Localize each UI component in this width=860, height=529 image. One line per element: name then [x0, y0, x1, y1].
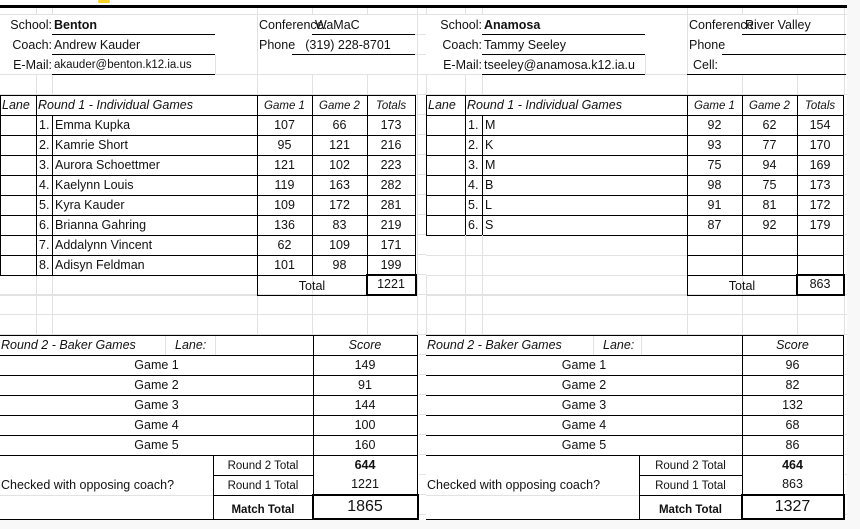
game1-score[interactable]: 92	[707, 118, 722, 132]
bowler-total: 169	[809, 158, 831, 172]
table-border	[0, 115, 415, 116]
table-border	[257, 95, 258, 295]
coach-field[interactable]: Andrew Kauder	[54, 38, 141, 52]
game1-score[interactable]: 119	[274, 178, 295, 192]
table-border	[0, 355, 417, 356]
scrollbar-track[interactable]	[847, 0, 860, 529]
game2-score[interactable]: 109	[329, 238, 350, 252]
table-border	[426, 215, 843, 216]
round1-total-carry: 863	[782, 477, 803, 491]
match-total-value: 1327	[774, 498, 811, 515]
game1-score[interactable]: 87	[707, 218, 722, 232]
game2-score[interactable]: 92	[762, 218, 777, 232]
round1-total-label: Round 1 Total	[655, 480, 726, 492]
round2-total-label: Round 2 Total	[655, 460, 726, 472]
coach-label: Coach:	[442, 38, 482, 52]
bowler-total: 173	[380, 118, 402, 132]
conference-field[interactable]: River Valley	[745, 18, 811, 32]
bowler-name[interactable]: Aurora Schoettmer	[55, 158, 160, 172]
gridline-row	[0, 314, 847, 315]
baker-game-score[interactable]: 86	[785, 438, 800, 452]
top-border-line	[0, 5, 847, 8]
table-border	[0, 175, 415, 176]
game2-score[interactable]: 83	[332, 218, 347, 232]
table-border	[0, 195, 415, 196]
game2-score[interactable]: 102	[329, 158, 350, 172]
baker-game-label: Game 2	[561, 378, 607, 392]
lane-input[interactable]	[215, 335, 313, 355]
sheet-bottom-area	[0, 520, 860, 529]
game1-score[interactable]: 75	[707, 158, 722, 172]
lane-header: Lane	[428, 98, 456, 112]
bowler-total: 199	[380, 258, 402, 272]
bowler-name[interactable]: Kamrie Short	[55, 138, 128, 152]
baker-game-label: Game 4	[134, 418, 179, 432]
bowler-total: 219	[380, 218, 402, 232]
table-border	[426, 355, 843, 356]
baker-game-label: Game 5	[134, 438, 179, 452]
game2-score[interactable]: 75	[762, 178, 777, 192]
gridline-col	[687, 15, 688, 75]
email-field[interactable]: akauder@benton.k12.ia.us	[54, 59, 192, 71]
bowler-number: 5.	[468, 198, 479, 212]
match-total-label: Match Total	[231, 504, 295, 516]
game2-score[interactable]: 77	[762, 138, 777, 152]
bowler-total: 173	[809, 178, 831, 192]
table-border	[415, 95, 416, 295]
game1-score[interactable]: 98	[707, 178, 722, 192]
field-underline	[52, 54, 215, 55]
conference-field[interactable]: WaMaC	[315, 18, 360, 32]
bowler-total: 216	[380, 138, 402, 152]
coach-field[interactable]: Tammy Seeley	[484, 38, 566, 52]
conference-label: Conference:	[689, 18, 758, 32]
field-underline	[292, 54, 415, 55]
bowler-name[interactable]: Adisyn Feldman	[55, 258, 145, 272]
bowler-number: 1.	[468, 118, 479, 132]
table-border	[0, 375, 417, 376]
gridline-col	[465, 235, 466, 275]
checked-with-coach-label: Checked with opposing coach?	[427, 478, 601, 492]
baker-game-score[interactable]: 96	[785, 358, 800, 372]
baker-game-score[interactable]: 144	[354, 398, 376, 412]
baker-game-label: Game 5	[561, 438, 607, 452]
school-label: School:	[10, 18, 52, 32]
cell-highlight-mark	[98, 0, 110, 3]
game1-score[interactable]: 136	[274, 218, 295, 232]
field-underline	[722, 54, 846, 55]
game2-score[interactable]: 62	[762, 118, 777, 132]
bowler-name[interactable]: K	[485, 138, 494, 152]
gridline-col	[215, 55, 216, 75]
game2-score[interactable]: 66	[332, 118, 347, 132]
round2-total-value: 464	[782, 458, 803, 472]
baker-game-score[interactable]: 149	[354, 358, 376, 372]
gridline-row	[426, 275, 687, 276]
table-border	[0, 415, 417, 416]
bowler-number: 7.	[39, 238, 50, 252]
baker-game-label: Game 3	[134, 398, 179, 412]
baker-game-score[interactable]: 91	[358, 378, 372, 392]
bowler-name[interactable]: Brianna Gahring	[55, 218, 147, 232]
gridline-row	[0, 295, 257, 296]
bowler-name[interactable]: Emma Kupka	[55, 118, 131, 132]
bowler-name[interactable]: Addalynn Vincent	[55, 238, 153, 252]
table-border	[426, 135, 843, 136]
bowler-number: 6.	[468, 218, 479, 232]
bowler-total: 179	[809, 218, 831, 232]
game2-score[interactable]: 163	[329, 178, 350, 192]
table-border	[426, 395, 843, 396]
table-border	[0, 95, 1, 275]
bowler-name[interactable]: S	[485, 218, 494, 232]
table-border	[52, 115, 53, 275]
table-border	[367, 95, 368, 275]
bowler-name[interactable]	[485, 235, 687, 255]
game1-score[interactable]: 101	[274, 258, 295, 272]
totals-header: Totals	[804, 100, 836, 112]
conference-label: Conference:	[259, 18, 328, 32]
table-border	[426, 435, 843, 436]
table-border	[843, 95, 844, 295]
field-underline	[482, 54, 645, 55]
baker-game-score[interactable]: 68	[785, 418, 800, 432]
bowler-name[interactable]: Kyra Kauder	[55, 198, 125, 212]
table-border	[797, 95, 798, 275]
bowler-number: 1.	[39, 118, 50, 132]
round2-total-label: Round 2 Total	[227, 460, 299, 472]
bowler-name[interactable]: B	[485, 178, 494, 192]
totals-header: Totals	[375, 100, 407, 112]
email-label: E-Mail:	[13, 58, 52, 72]
match-total-label: Match Total	[658, 504, 723, 516]
bowler-number: 5.	[39, 198, 50, 212]
table-border	[0, 235, 415, 236]
table-border	[0, 215, 415, 216]
school-field[interactable]: Anamosa	[484, 18, 541, 32]
bowler-total: 171	[380, 238, 402, 252]
bowler-total	[797, 235, 843, 255]
table-border	[0, 435, 417, 436]
game2-score[interactable]: 94	[762, 158, 777, 172]
game1-score[interactable]	[687, 235, 742, 255]
email-field[interactable]: tseeley@anamosa.k12.ia.u	[484, 58, 635, 72]
game1-score[interactable]: 95	[277, 138, 292, 152]
field-underline	[52, 34, 215, 35]
bowler-total: 170	[809, 138, 831, 152]
round1-total-carry: 1221	[351, 477, 379, 491]
cell-label	[263, 55, 303, 75]
game2-score[interactable]: 81	[762, 198, 777, 212]
game1-score[interactable]: 121	[274, 158, 295, 172]
table-border	[426, 335, 843, 336]
game1-header: Game 1	[264, 100, 305, 112]
game2-score[interactable]: 98	[332, 258, 347, 272]
round2-title: Round 2 - Baker Games	[427, 338, 562, 352]
table-border	[687, 255, 843, 256]
game1-score[interactable]: 107	[274, 118, 295, 132]
school-label: School:	[440, 18, 482, 32]
bowler-number: 2.	[39, 138, 50, 152]
gridline-col	[641, 335, 642, 355]
gridline-col	[593, 335, 594, 355]
game1-score[interactable]: 93	[707, 138, 722, 152]
round1-total-value: 863	[809, 277, 831, 291]
table-border	[843, 335, 844, 520]
table-border	[0, 255, 415, 256]
round1-total-value: 1221	[377, 277, 405, 291]
bowler-number: 4.	[468, 178, 479, 192]
cell-label: Cell:	[693, 58, 719, 72]
lane-input[interactable]	[641, 335, 742, 355]
game1-score[interactable]: 62	[277, 238, 292, 252]
gridline-col	[257, 15, 258, 75]
table-border	[482, 115, 483, 235]
baker-game-score[interactable]: 132	[782, 398, 803, 412]
table-border	[0, 135, 415, 136]
field-underline	[312, 34, 415, 35]
table-border	[426, 375, 843, 376]
baker-game-score[interactable]: 82	[785, 378, 800, 392]
table-border	[417, 335, 418, 520]
gridline-row	[0, 495, 213, 496]
bowler-total: 281	[380, 198, 402, 212]
coach-label: Coach:	[12, 38, 52, 52]
table-border	[0, 155, 415, 156]
game2-header: Game 2	[319, 100, 360, 112]
baker-game-label: Game 2	[134, 378, 179, 392]
bowler-total: 223	[380, 158, 402, 172]
phone-field[interactable]: (319) 228-8701	[305, 38, 391, 52]
bowler-number: 3.	[39, 158, 50, 172]
table-border	[687, 95, 688, 295]
table-border	[36, 95, 37, 275]
phone-label: Phone	[689, 38, 726, 52]
bowler-total: 154	[809, 118, 831, 132]
table-border	[426, 95, 843, 96]
bowler-number: 2.	[468, 138, 479, 152]
round2-total-value: 644	[354, 458, 376, 472]
baker-game-score[interactable]: 160	[354, 438, 376, 452]
bowler-name[interactable]	[485, 255, 687, 275]
round1-title: Round 1 - Individual Games	[467, 98, 622, 112]
lane-header: Lane	[2, 98, 30, 112]
field-underline	[687, 74, 846, 75]
round1-total-label: Total	[728, 279, 756, 293]
match-total-value: 1865	[347, 498, 383, 515]
email-label: E-Mail:	[443, 58, 482, 72]
gridline-col	[645, 55, 646, 75]
bowler-name[interactable]: M	[485, 158, 496, 172]
lane-label: Lane:	[603, 338, 635, 352]
game1-score[interactable]: 109	[274, 198, 295, 212]
table-border	[426, 235, 843, 236]
gridline-row	[426, 295, 687, 296]
bowler-number: 6.	[39, 218, 50, 232]
bowler-total: 282	[380, 178, 402, 192]
game2-header: Game 2	[749, 100, 790, 112]
bowler-total: 172	[809, 198, 831, 212]
bowler-name[interactable]: M	[485, 118, 496, 132]
bowler-number: 3.	[468, 158, 479, 172]
table-border	[742, 95, 743, 275]
table-border	[312, 95, 313, 275]
table-border	[426, 115, 843, 116]
round1-total-label: Total	[298, 279, 326, 293]
table-border	[426, 95, 427, 235]
field-underline	[482, 34, 645, 35]
game2-score[interactable]	[742, 255, 797, 275]
table-border	[426, 175, 843, 176]
field-underline	[742, 34, 846, 35]
field-underline	[482, 74, 645, 75]
table-border	[426, 195, 843, 196]
baker-game-label: Game 3	[561, 398, 607, 412]
game2-score[interactable]: 172	[329, 198, 350, 212]
baker-game-label: Game 1	[561, 358, 607, 372]
checked-with-coach-label: Checked with opposing coach?	[1, 478, 175, 492]
game2-score[interactable]: 121	[329, 138, 350, 152]
game2-score[interactable]	[742, 235, 797, 255]
game1-score[interactable]: 91	[707, 198, 722, 212]
game1-header: Game 1	[694, 100, 735, 112]
table-border	[465, 95, 466, 235]
bowler-number: 4.	[39, 178, 50, 192]
baker-game-label: Game 4	[561, 418, 607, 432]
gridline-row	[426, 495, 639, 496]
baker-game-label: Game 1	[134, 358, 179, 372]
table-border	[426, 155, 843, 156]
round1-total-label: Round 1 Total	[227, 480, 299, 492]
table-border	[0, 395, 417, 396]
table-border	[0, 95, 415, 96]
school-field[interactable]: Benton	[54, 18, 98, 32]
round1-title: Round 1 - Individual Games	[38, 98, 193, 112]
gridline-col	[165, 335, 166, 355]
bowler-number: 8.	[39, 258, 50, 272]
bowler-name[interactable]: L	[485, 198, 492, 212]
field-underline	[52, 74, 215, 75]
lane-label: Lane:	[175, 338, 207, 352]
phone-field[interactable]	[689, 35, 860, 55]
score-header: Score	[776, 338, 809, 352]
game1-score[interactable]	[687, 255, 742, 275]
table-border	[426, 415, 843, 416]
phone-label: Phone	[259, 38, 296, 52]
bowler-name[interactable]: Kaelynn Louis	[55, 178, 134, 192]
bowler-total	[797, 255, 843, 275]
score-header: Score	[348, 338, 382, 352]
round2-title: Round 2 - Baker Games	[1, 338, 136, 352]
gridline-col	[482, 235, 483, 275]
gridline-col	[215, 335, 216, 355]
baker-game-score[interactable]: 100	[354, 418, 376, 432]
table-border	[0, 335, 417, 336]
